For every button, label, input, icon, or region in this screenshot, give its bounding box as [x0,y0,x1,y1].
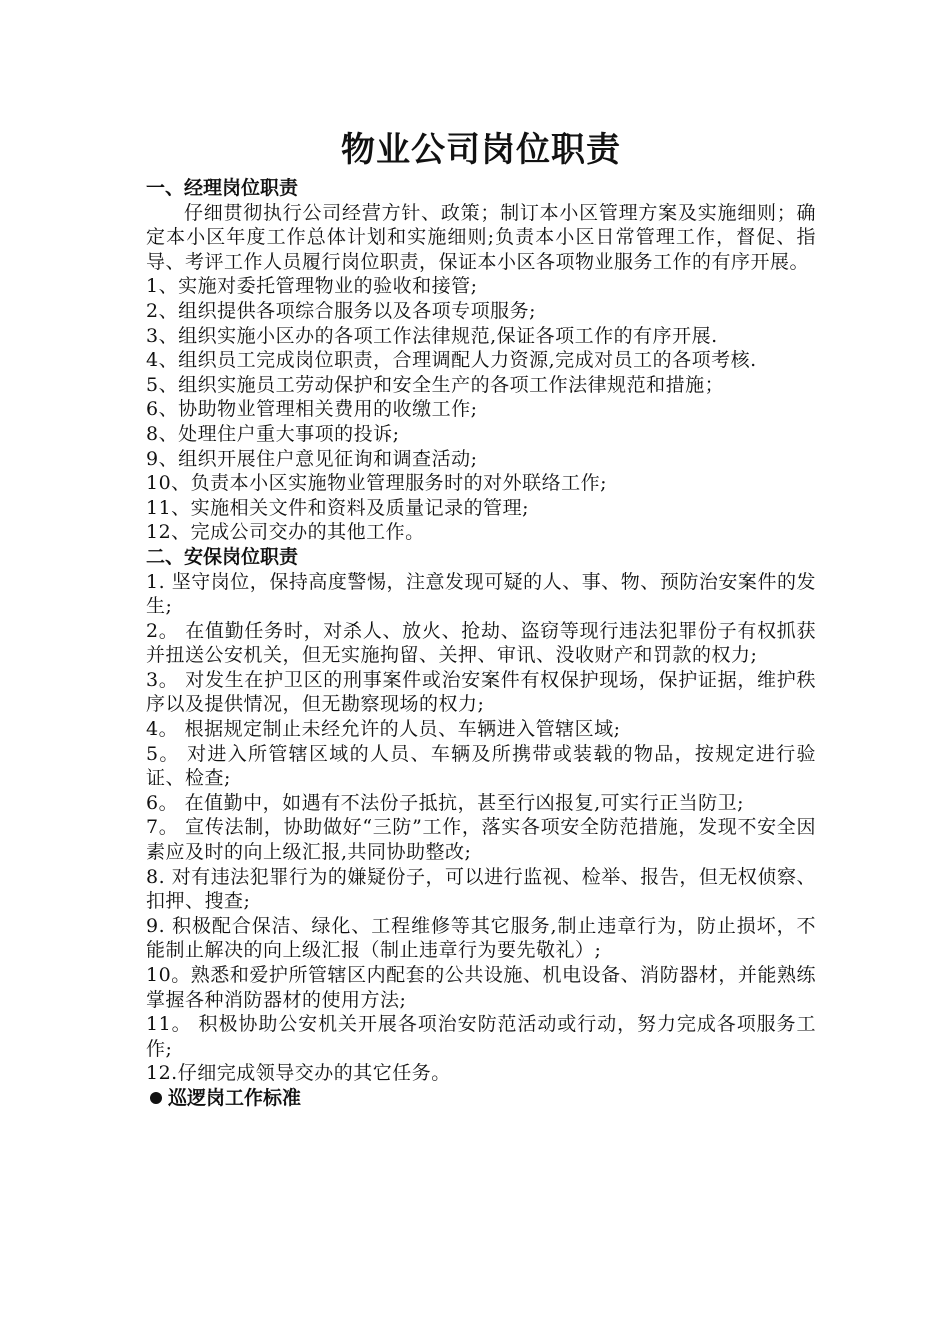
security-duty-item: 12.仔细完成领导交办的其它任务。 [146,1062,451,1085]
manager-duty-item: 12、完成公司交办的其他工作。 [146,521,425,544]
bullet-dot-icon [150,1092,162,1104]
manager-duty-item: 3、组织实施小区办的各项工作法律规范,保证各项工作的有序开展. [146,324,718,347]
document-page [146,128,816,1111]
security-duty-item: 4。 根据规定制止未经允许的人员、车辆进入管辖区域; [146,718,621,741]
section-heading-manager: 一、经理岗位职责 [146,177,299,199]
manager-duty-item: 11、实施相关文件和资料及质量记录的管理; [146,496,530,519]
security-duty-item: 11。 积极协助公安机关开展各项治安防范活动或行动，努力完成各项服务工作; [146,1013,816,1060]
security-duty-item: 10。熟悉和爱护所管辖区内配套的公共设施、机电设备、消防器材，并能熟练掌握各种消防器材的使用方法; [146,964,816,1011]
security-duty-item: 9. 积极配合保洁、绿化、工程维修等其它服务,制止违章行为，防止损坏，不能制止解决的向上级汇报（制止违章行为要先敬礼）; [146,914,816,962]
section-security-duties [146,545,816,1086]
manager-duty-item: 10、负责本小区实施物业管理服务时的对外联络工作; [146,472,608,495]
security-duty-item: 8. 对有违法犯罪行为的嫌疑份子，可以进行监视、检举、报告，但无权侦察、扣押、搜查; [146,865,816,913]
manager-duty-item: 9、组织开展住户意见征询和调查活动; [146,447,478,470]
security-duty-item: 7。 宣传法制，协助做好“三防”工作，落实各项安全防范措施，发现不安全因素应及时的向上级汇报,共同协助整改; [146,816,816,864]
manager-duty-item: 2、组织提供各项综合服务以及各项专项服务; [146,299,536,322]
manager-duty-item: 5、组织实施员工劳动保护和安全生产的各项工作法律规范和措施； [146,373,725,396]
section-manager-duties [146,176,816,545]
security-duty-item: 6。 在值勤中，如遇有不法份子抵抗，甚至行凶报复,可实行正当防卫; [146,791,745,814]
patrol-standards-heading [150,1086,816,1111]
security-duty-item: 5。 对进入所管辖区域的人员、车辆及所携带或装载的物品，按规定进行验证、检查; [146,742,816,790]
document-title: 物业公司岗位职责 [341,130,621,170]
security-duty-item: 2。 在值勤任务时，对杀人、放火、抢劫、盗窃等现行违法犯罪份子有权抓获并扭送公安机关，但无实施拘留、关押、审讯、没收财产和罚款的权力; [146,619,816,667]
manager-intro-paragraph: 仔细贯彻执行公司经营方针、政策；制订本小区管理方案及实施细则；确定本小区年度工作总体计划和实施细则;负责本小区日常管理工作，督促、指导、考评工作人员履行岗位职责，保证本小区各项物业服务工作的有序开展。 [146,201,816,273]
patrol-standards-label: 巡逻岗工作标准 [168,1086,302,1109]
manager-duty-item: 1、实施对委托管理物业的验收和接管; [146,275,478,298]
security-duty-item: 3。 对发生在护卫区的刑事案件或治安案件有权保护现场，保护证据，维护秩序以及提供情况，但无勘察现场的权力; [146,668,816,716]
section-heading-security: 二、安保岗位职责 [146,545,299,568]
security-duty-item: 1. 坚守岗位，保持高度警惕，注意发现可疑的人、事、物、预防治安案件的发生; [146,570,816,618]
manager-duty-item: 8、处理住户重大事项的投诉; [146,422,400,445]
manager-duty-item: 4、组织员工完成岗位职责，合理调配人力资源,完成对员工的各项考核. [146,349,757,372]
manager-duty-item: 6、协助物业管理相关费用的收缴工作; [146,398,478,421]
